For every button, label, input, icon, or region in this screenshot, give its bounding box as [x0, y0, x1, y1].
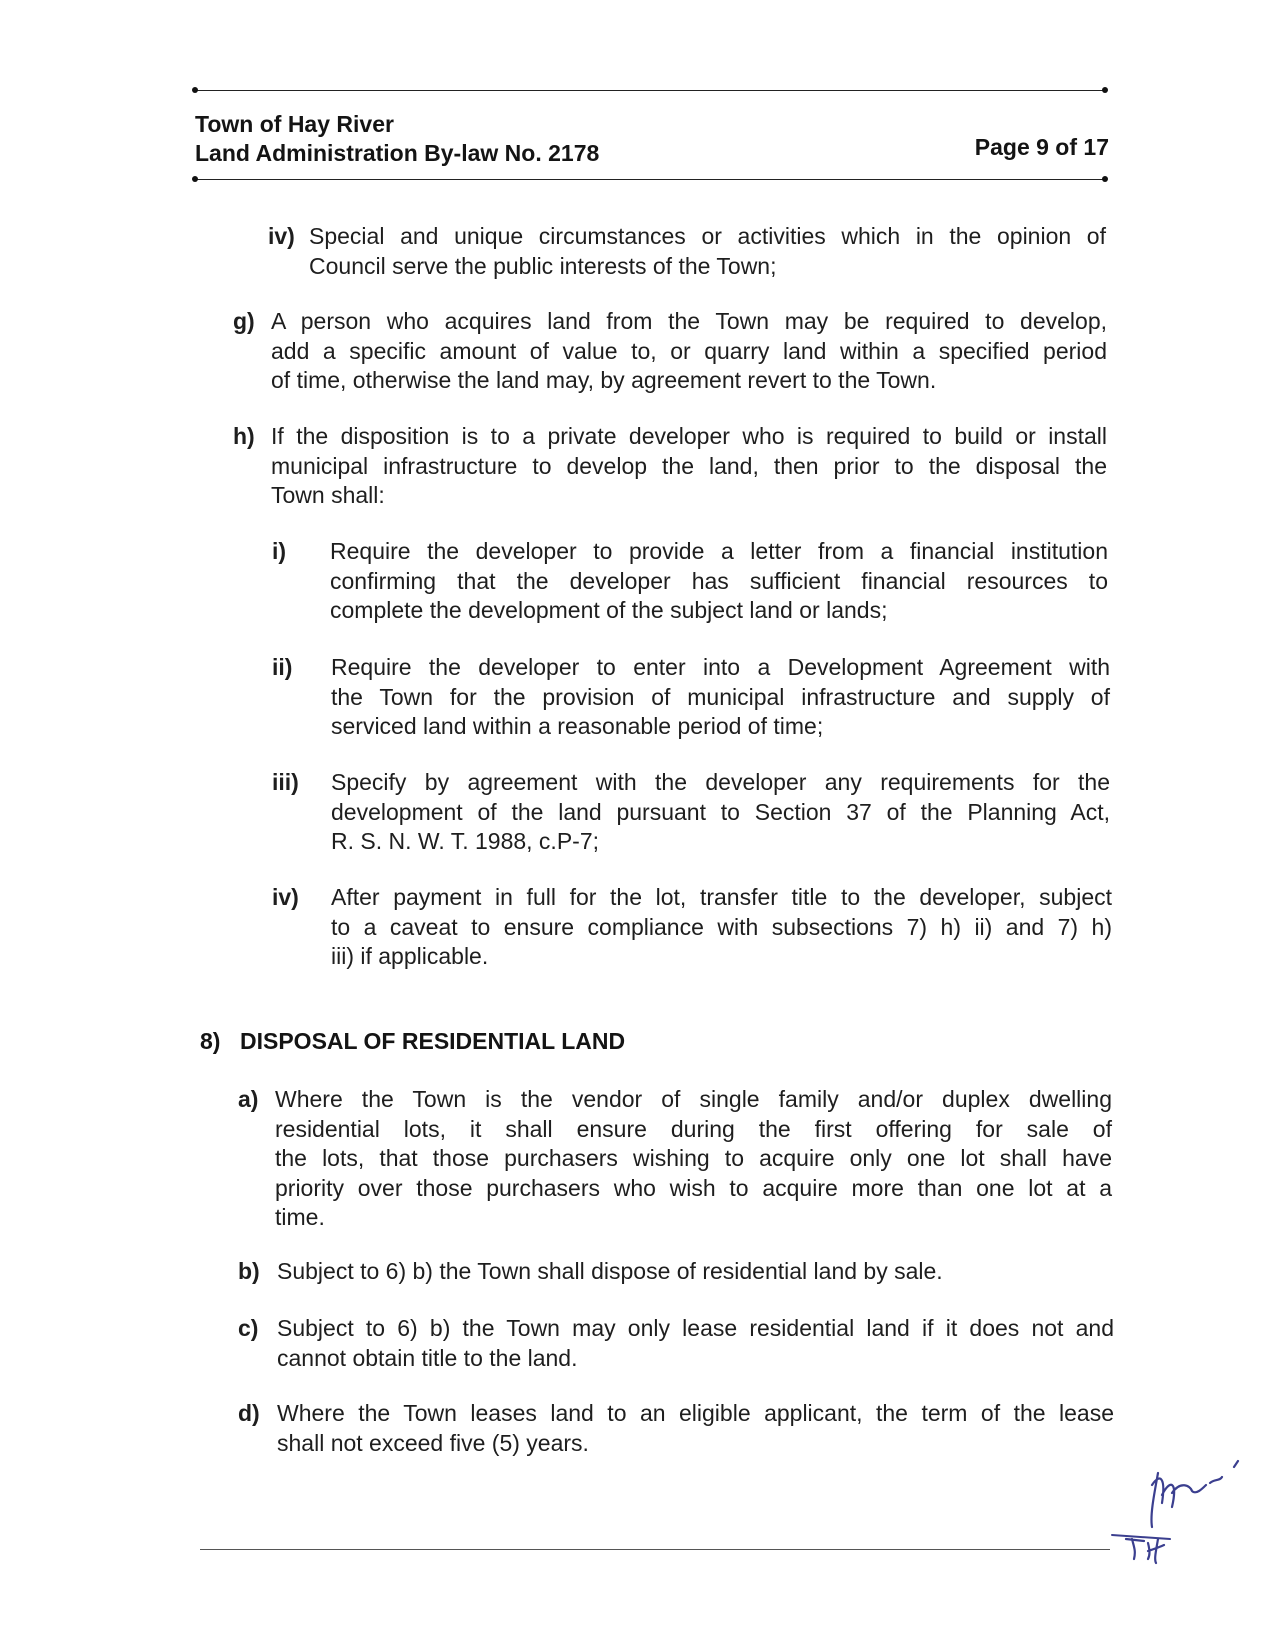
clause-h-iv [272, 883, 1114, 983]
clause-line: Subject to 6) b) the Town shall dispose of residential land by sale. [277, 1258, 943, 1284]
clause-label: i) [272, 538, 287, 564]
clause-line: Require the developer to provide a letter from a financial institution [330, 538, 1108, 564]
clause-line: time. [275, 1204, 325, 1230]
clause-label: ii) [272, 654, 293, 680]
clause-label: a) [238, 1086, 259, 1112]
clause-line: Special and unique circumstances or activities which in the opinion of [309, 223, 1106, 249]
header-org: Town of Hay River [195, 111, 394, 137]
clause-line: to a caveat to ensure compliance with subsections 7) h) ii) and 7) h) [331, 913, 1112, 940]
clause-label: c) [238, 1315, 259, 1341]
clause-8-a [238, 1085, 1114, 1245]
clause-line: confirming that the developer has sufficient financial resources to [330, 567, 1108, 594]
clause-line: of time, otherwise the land may, by agreement revert to the Town. [271, 367, 937, 393]
clause-line: municipal infrastructure to develop the land, then prior to the disposal the [271, 452, 1107, 479]
section-number: 8) [200, 1028, 221, 1054]
clause-line: the Town for the provision of municipal infrastructure and supply of [331, 683, 1110, 710]
clause-line: Council serve the public interests of the Town; [309, 252, 777, 279]
handwritten-initials-icon [1110, 1455, 1260, 1565]
clause-g [233, 307, 1110, 407]
clause-line: residential lots, it shall ensure during the first offering for sale of [275, 1115, 1112, 1142]
clause-line: Require the developer to enter into a Development Agreement with [331, 654, 1110, 680]
section-title: DISPOSAL OF RESIDENTIAL LAND [240, 1028, 626, 1054]
clause-label: iv) [272, 884, 299, 910]
header-bottom-rule [195, 179, 1105, 180]
clause-line: A person who acquires land from the Town may be required to develop, [271, 308, 1107, 334]
clause-line: add a specific amount of value to, or quarry land within a specified period [271, 337, 1107, 364]
clause-line: Specify by agreement with the developer any requirements for the [331, 769, 1110, 795]
clause-h-iii [272, 768, 1112, 868]
clause-line: Town shall: [271, 482, 385, 508]
clause-h-i [272, 537, 1110, 637]
clause-8-d [238, 1399, 1114, 1469]
clause-line: Subject to 6) b) the Town may only lease residential land if it does not and [277, 1315, 1114, 1341]
clause-h [233, 422, 1110, 522]
clause-line: the lots, that those purchasers wishing to acquire only one lot shall have [275, 1145, 1112, 1171]
clause-f-iv [268, 222, 1108, 292]
clause-label: d) [238, 1400, 260, 1426]
clause-line: Where the Town leases land to an eligible applicant, the term of the lease [277, 1400, 1114, 1426]
clause-line: shall not exceed five (5) years. [277, 1429, 589, 1456]
clause-line: Where the Town is the vendor of single family and/or duplex dwelling [275, 1086, 1112, 1112]
footer-rule [200, 1549, 1110, 1550]
header-doc: Land Administration By-law No. 2178 [195, 140, 600, 166]
page-number: Page 9 of 17 [974, 134, 1109, 160]
clause-line: If the disposition is to a private developer who is required to build or install [271, 423, 1107, 449]
clause-line: iii) if applicable. [331, 943, 489, 969]
clause-8-c [238, 1314, 1114, 1384]
clause-line: development of the land pursuant to Section 37 of the Planning Act, [331, 798, 1110, 825]
clause-line: serviced land within a reasonable period of time; [331, 713, 824, 739]
clause-8-b [238, 1257, 1114, 1292]
clause-line: priority over those purchasers who wish to acquire more than one lot at a [275, 1174, 1112, 1201]
clause-line: R. S. N. W. T. 1988, c.P-7; [331, 828, 600, 854]
clause-label: iv) [268, 223, 295, 249]
header-top-rule [195, 90, 1105, 91]
clause-line: complete the development of the subject land or lands; [330, 597, 888, 623]
header-title-block [195, 110, 599, 168]
clause-label: g) [233, 308, 255, 334]
clause-label: iii) [272, 769, 299, 795]
clause-label: b) [238, 1258, 260, 1284]
clause-line: After payment in full for the lot, transfer title to the developer, subject [331, 884, 1112, 910]
clause-line: cannot obtain title to the land. [277, 1344, 578, 1371]
clause-h-ii [272, 653, 1112, 753]
clause-label: h) [233, 423, 255, 449]
